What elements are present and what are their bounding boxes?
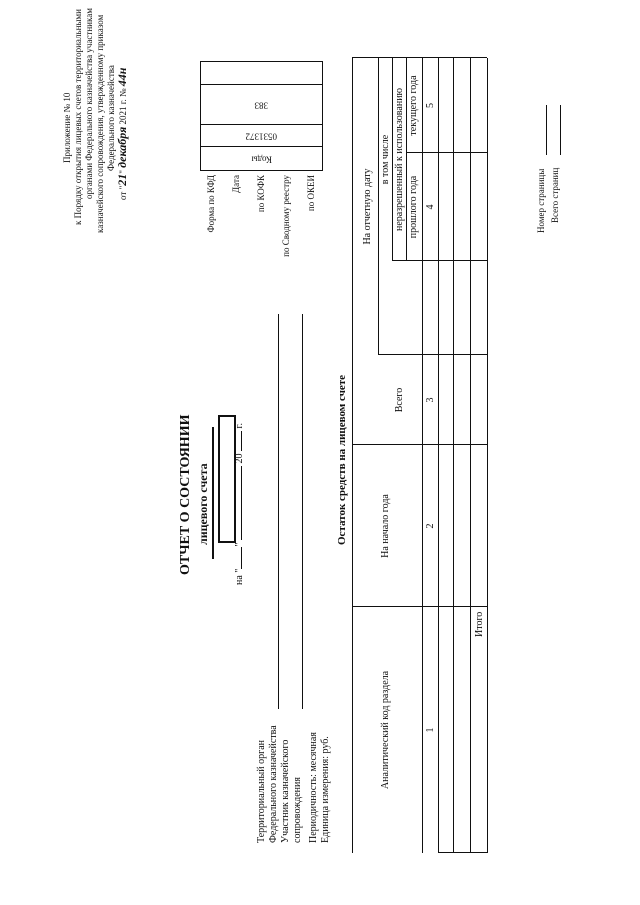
col-header-cur-year: текущего года bbox=[408, 75, 419, 136]
col-header-code: Аналитический код раздела bbox=[380, 670, 391, 790]
col-header-including: в том числе bbox=[380, 134, 391, 185]
appendix-number: Приложение № 10 bbox=[62, 92, 72, 163]
total-pages-line bbox=[560, 105, 561, 155]
col-header-not-permitted: неразрешенный к использованию bbox=[394, 87, 405, 232]
total-label: Итого bbox=[474, 611, 485, 637]
col-header-start: На начало года bbox=[380, 494, 391, 558]
codes-label-date: Дата bbox=[231, 175, 241, 193]
appendix-line-3: казначейского сопровождения, утвержденному приказом bbox=[95, 14, 105, 233]
codes-value-okei: 383 bbox=[254, 100, 269, 111]
page-number-line bbox=[546, 105, 547, 155]
table-caption: Остаток средств на лицевом счете bbox=[336, 374, 348, 545]
col-header-total: Всего bbox=[394, 387, 405, 413]
appendix-year: 2021 bbox=[118, 106, 128, 125]
appendix-line-1: к Порядку открытия лицевых счетов территориальными bbox=[73, 9, 83, 225]
page-number-label: Номер страницы bbox=[536, 168, 546, 233]
unit-label: Единица измерения: руб. bbox=[320, 736, 331, 843]
periodicity-label: Периодичность: месячная bbox=[308, 732, 319, 843]
col-num-5: 5 bbox=[425, 103, 436, 108]
participant-label-1: Участник казначейского bbox=[280, 739, 291, 843]
codes-label-registry: по Сводному реестру bbox=[281, 175, 291, 257]
codes-value-form: 0531372 bbox=[245, 131, 278, 142]
date-box bbox=[218, 415, 236, 543]
territorial-organ-label-1: Территориальный орган bbox=[256, 740, 267, 843]
col-num-4: 4 bbox=[425, 204, 436, 210]
col-num-3: 3 bbox=[425, 397, 436, 403]
participant-line bbox=[302, 314, 303, 709]
col-header-prev-year: прошлого года bbox=[408, 175, 419, 239]
page-subtitle: лицевого счета bbox=[196, 463, 210, 545]
participant-label-2: сопровождения bbox=[292, 777, 303, 843]
title-date-line: на "" 20 г. bbox=[234, 423, 245, 585]
codes-label-kofk: по КОФК bbox=[256, 175, 266, 213]
total-pages-label: Всего страниц bbox=[550, 167, 560, 223]
appendix-date-line: от "21" декабря 2021 г. № 44н bbox=[115, 67, 129, 200]
appendix-line-2: органами Федерального казначейства участникам bbox=[84, 8, 94, 199]
appendix-day: 21 bbox=[115, 173, 129, 186]
col-header-report: На отчетную дату bbox=[362, 168, 373, 245]
appendix-month: декабря bbox=[115, 126, 129, 168]
col-num-1: 1 bbox=[425, 727, 436, 733]
appendix-order-no: 44н bbox=[115, 67, 129, 87]
appendix-line-4: Федерального казначейства bbox=[106, 65, 116, 171]
territorial-organ-line bbox=[278, 314, 279, 709]
territorial-organ-label-2: Федерального казначейства bbox=[268, 725, 279, 843]
title-underline bbox=[212, 427, 214, 559]
codes-label-form: Форма по КФД bbox=[206, 175, 216, 233]
codes-label-okei: по ОКЕИ bbox=[306, 175, 316, 212]
page-title: ОТЧЕТ О СОСТОЯНИИ bbox=[178, 414, 193, 575]
col-num-2: 2 bbox=[425, 523, 436, 529]
codes-header: Коды bbox=[251, 154, 272, 165]
